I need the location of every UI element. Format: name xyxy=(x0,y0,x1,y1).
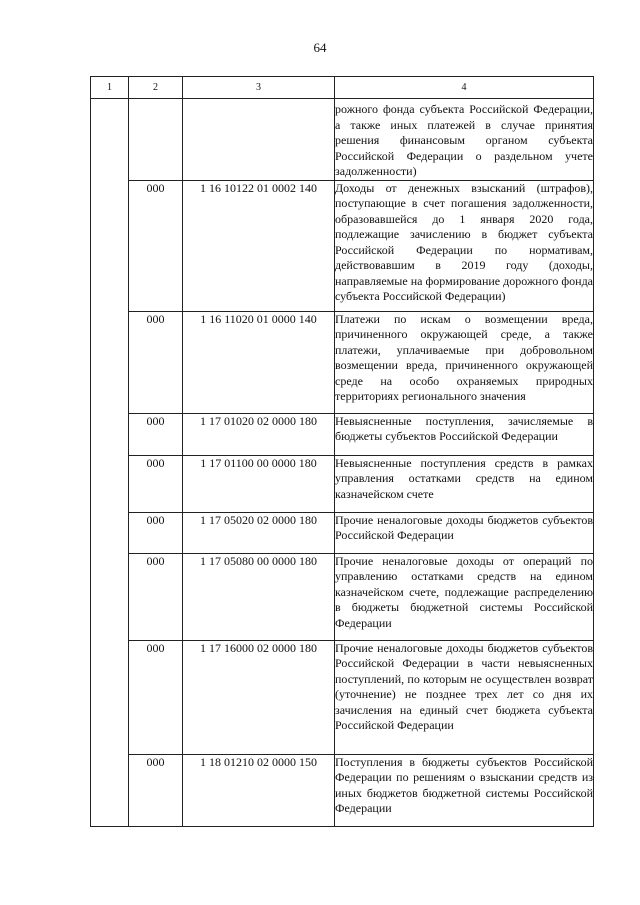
kbk-cell: 1 18 01210 02 0000 150 xyxy=(183,754,335,826)
code-cell: 000 xyxy=(129,553,183,640)
code-cell: 000 xyxy=(129,180,183,311)
header-col-4: 4 xyxy=(335,77,594,99)
header-col-2: 2 xyxy=(129,77,183,99)
kbk-cell: 1 17 01020 02 0000 180 xyxy=(183,413,335,455)
header-col-1: 1 xyxy=(91,77,129,99)
description-cell: Прочие неналоговые доходы бюджетов субъектов Российской Федерации xyxy=(335,512,594,553)
code-cell: 000 xyxy=(129,640,183,754)
header-col-3: 3 xyxy=(183,77,335,99)
code-cell: 000 xyxy=(129,754,183,826)
code-cell xyxy=(129,99,183,181)
page-number: 64 xyxy=(313,40,327,55)
kbk-cell: 1 17 05020 02 0000 180 xyxy=(183,512,335,553)
table-row xyxy=(91,311,594,413)
description-cell: Платежи по искам о возмещении вреда, причиненного окружающей среде, а также платежи, уплачиваемые при добровольном возмещении вреда, причиненного окружающей среде на особо охраняемых природных территориях регионального значения xyxy=(335,311,594,413)
table-row xyxy=(91,413,594,455)
kbk-cell xyxy=(183,99,335,181)
table-row xyxy=(91,512,594,553)
code-cell: 000 xyxy=(129,311,183,413)
table-row xyxy=(91,553,594,640)
table-row xyxy=(91,640,594,754)
code-cell: 000 xyxy=(129,413,183,455)
description-cell: Доходы от денежных взысканий (штрафов), поступающие в счет погашения задолженности, образовавшейся до 1 января 2020 года, подлежащие зачислению в бюджет субъекта Российской Федерации по нормативам, действовавшим в 2019 году (доходы, направляемые на формирование дорожного фонда субъекта Российской Федерации) xyxy=(335,180,594,311)
kbk-cell: 1 16 10122 01 0002 140 xyxy=(183,180,335,311)
kbk-cell: 1 16 11020 01 0000 140 xyxy=(183,311,335,413)
index-cell xyxy=(91,99,129,827)
code-cell: 000 xyxy=(129,455,183,512)
code-cell: 000 xyxy=(129,512,183,553)
description-cell: Невыясненные поступления средств в рамках управления остатками средств на едином казначейском счете xyxy=(335,455,594,512)
table-row xyxy=(91,455,594,512)
kbk-cell: 1 17 01100 00 0000 180 xyxy=(183,455,335,512)
kbk-cell: 1 17 05080 00 0000 180 xyxy=(183,553,335,640)
revenue-classification-table xyxy=(90,76,594,827)
table-row xyxy=(91,180,594,311)
table-row xyxy=(91,754,594,826)
description-cell: Прочие неналоговые доходы бюджетов субъектов Российской Федерации в части невыясненных поступлений, по которым не осуществлен возврат (уточнение) не позднее трех лет со дня их зачисления на единый счет бюджета субъекта Российской Федерации xyxy=(335,640,594,754)
description-cell: Поступления в бюджеты субъектов Российской Федерации по решениям о взыскании средств из иных бюджетов бюджетной системы Российской Федерации xyxy=(335,754,594,826)
description-cell: Прочие неналоговые доходы от операций по управлению остатками средств на едином казначейском счете, подлежащие распределению в бюджеты бюджетной системы Российской Федерации xyxy=(335,553,594,640)
kbk-cell: 1 17 16000 02 0000 180 xyxy=(183,640,335,754)
description-cell: Невыясненные поступления, зачисляемые в бюджеты субъектов Российской Федерации xyxy=(335,413,594,455)
description-cell: рожного фонда субъекта Российской Федерации, а также иных платежей в случае принятия решения финансовым органом субъекта Российской Федерации о раздельном учете задолженности) xyxy=(335,99,594,181)
table-header-row xyxy=(91,77,594,99)
table-row-continued xyxy=(91,99,594,181)
